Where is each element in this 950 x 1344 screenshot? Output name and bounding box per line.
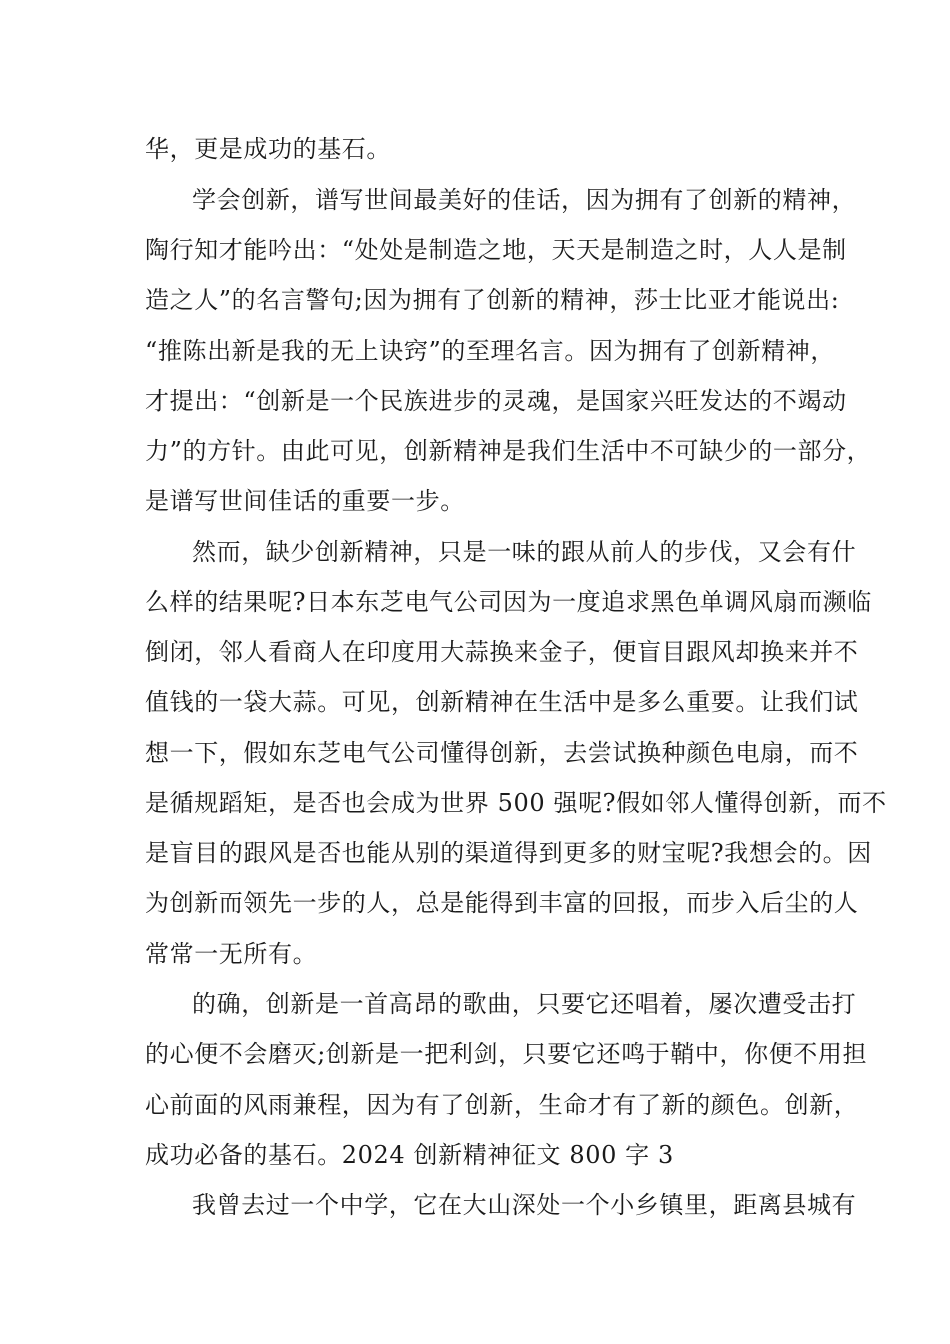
text-line: 力”的方针。由此可见，创新精神是我们生活中不可缺少的一部分， bbox=[145, 437, 872, 465]
text-line: 值钱的一袋大蒜。可见，创新精神在生活中是多么重要。让我们试 bbox=[145, 688, 859, 716]
text-line: 才提出：“创新是一个民族进步的灵魂，是国家兴旺发达的不竭动 bbox=[145, 387, 847, 415]
text-line: 我曾去过一个中学，它在大山深处一个小乡镇里，距离县城有 bbox=[192, 1191, 857, 1219]
text-line: 倒闭，邻人看商人在印度用大蒜换来金子，便盲目跟风却换来并不 bbox=[145, 638, 859, 666]
text-line: “推陈出新是我的无上诀窍”的至理名言。因为拥有了创新精神， bbox=[145, 337, 835, 365]
text-line: 想一下，假如东芝电气公司懂得创新，去尝试换种颜色电扇，而不 bbox=[145, 739, 859, 767]
text-line: 为创新而领先一步的人，总是能得到丰富的回报，而步入后尘的人 bbox=[145, 889, 859, 917]
text-line: 学会创新，谱写世间最美好的佳话，因为拥有了创新的精神， bbox=[192, 186, 857, 214]
text-line: 是谱写世间佳话的重要一步。 bbox=[145, 487, 465, 515]
text-line: 么样的结果呢?日本东芝电气公司因为一度追求黑色单调风扇而濒临 bbox=[145, 588, 872, 616]
text-line: 造之人”的名言警句;因为拥有了创新的精神，莎士比亚才能说出: bbox=[145, 286, 840, 314]
text-line: 华，更是成功的基石。 bbox=[145, 135, 391, 163]
text-line: 然而，缺少创新精神，只是一味的跟从前人的步伐，又会有什 bbox=[192, 538, 857, 566]
text-line: 成功必备的基石。2024 创新精神征文 800 字 3 bbox=[145, 1141, 674, 1169]
text-line: 陶行知才能吟出：“处处是制造之地，天天是制造之时，人人是制 bbox=[145, 236, 847, 264]
text-line: 是循规蹈矩，是否也会成为世界 500 强呢?假如邻人懂得创新，而不 bbox=[145, 789, 887, 817]
text-line: 心前面的风雨兼程，因为有了创新，生命才有了新的颜色。创新， bbox=[145, 1091, 859, 1119]
text-line: 的心便不会磨灭;创新是一把利剑，只要它还鸣于鞘中，你便不用担 bbox=[145, 1040, 868, 1068]
text-line: 是盲目的跟风是否也能从别的渠道得到更多的财宝呢?我想会的。因 bbox=[145, 839, 872, 867]
text-line: 常常一无所有。 bbox=[145, 940, 318, 968]
text-line: 的确，创新是一首高昂的歌曲，只要它还唱着，屡次遭受击打 bbox=[192, 990, 857, 1018]
